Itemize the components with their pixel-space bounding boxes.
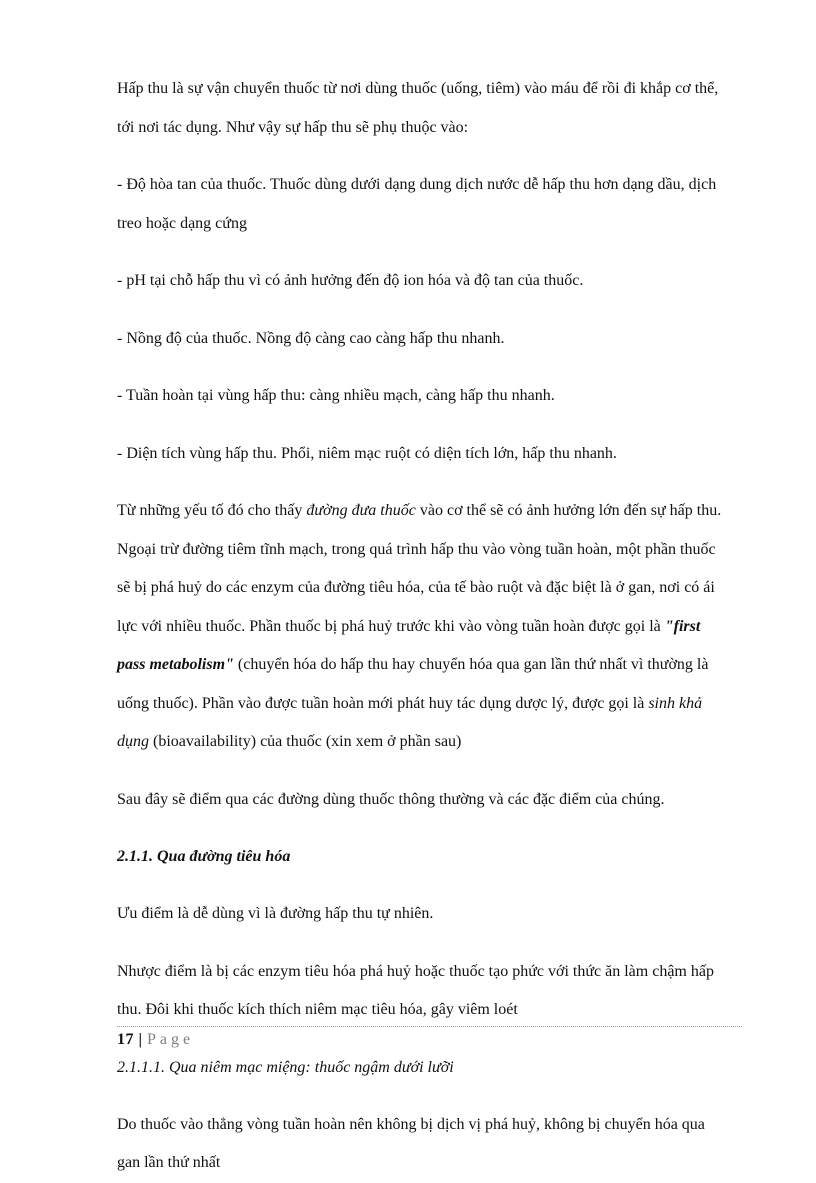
page-footer <box>117 1026 742 1049</box>
subsection-heading-oral-mucosa: 2.1.1.1. Qua niêm mạc miệng: thuốc ngậm dưới lưỡi <box>117 1058 454 1076</box>
paragraph-intro: Hấp thu là sự vận chuyển thuốc từ nơi dùng thuốc (uống, tiêm) vào máu để rồi đi khắp cơ thể, tới nơi tác dụng. Như vậy sự hấp thu sẽ phụ thuộc vào: <box>117 80 719 136</box>
footer-divider <box>117 1026 742 1027</box>
page-number: 17 <box>117 1031 134 1048</box>
paragraph-advantage: Ưu điểm là dễ dùng vì là đường hấp thu tự nhiên. <box>117 905 434 922</box>
bullet-ph: - pH tại chỗ hấp thu vì có ảnh hưởng đến độ ion hóa và độ tan của thuốc. <box>117 272 584 289</box>
paragraph-sublingual: Do thuốc vào thẳng vòng tuần hoàn nên không bị dịch vị phá huỷ, không bị chuyển hóa qua gan lần thứ nhất <box>117 1115 705 1171</box>
paragraph-disadvantage: Nhược điểm là bị các enzym tiêu hóa phá huỷ hoặc thuốc tạo phức với thức ăn làm chậm hấp thu. Đôi khi thuốc kích thích niêm mạc tiêu hóa, gây viêm loét <box>117 962 714 1018</box>
page-word: Page <box>147 1031 195 1048</box>
bullet-solubility: - Độ hòa tan của thuốc. Thuốc dùng dưới dạng dung dịch nước dễ hấp thu hơn dạng dầu, dịch treo hoặc dạng cứng <box>117 176 717 232</box>
page-body <box>117 70 745 1183</box>
bullet-concentration: - Nồng độ của thuốc. Nồng độ càng cao càng hấp thu nhanh. <box>117 329 505 347</box>
paragraph-first-pass: Từ những yếu tố đó cho thấy đường đưa thuốc vào cơ thể sẽ có ảnh hưởng lớn đến sự hấp thu. Ngoại trừ đường tiêm tĩnh mạch, trong quá trình hấp thu vào vòng tuần hoàn, một phần thuốc sẽ bị phá huỷ do các enzym của đường tiêu hóa, của tế bào ruột và đặc biệt là ở gan, nơi có ái lực với nhiều thuốc. Phần thuốc bị phá huỷ trước khi vào vòng tuần hoàn được gọi là "first pass metabolism" (chuyển hóa do hấp thu hay chuyển hóa qua gan lần thứ nhất vì thường là uống thuốc). Phần vào được tuần hoàn mới phát huy tác dụng dược lý, được gọi là sinh khả dụng (bioavailability) của thuốc (xin xem ở phần sau) <box>117 502 722 750</box>
footer-separator: | <box>138 1031 143 1048</box>
bullet-surface-area: - Diện tích vùng hấp thu. Phổi, niêm mạc ruột có diện tích lớn, hấp thu nhanh. <box>117 444 617 462</box>
paragraph-overview: Sau đây sẽ điểm qua các đường dùng thuốc thông thường và các đặc điểm của chúng. <box>117 790 665 808</box>
page-number-label <box>117 1031 742 1049</box>
bullet-circulation: - Tuần hoàn tại vùng hấp thu: càng nhiều mạch, càng hấp thu nhanh. <box>117 387 555 404</box>
section-heading-digestive: 2.1.1. Qua đường tiêu hóa <box>117 848 291 865</box>
